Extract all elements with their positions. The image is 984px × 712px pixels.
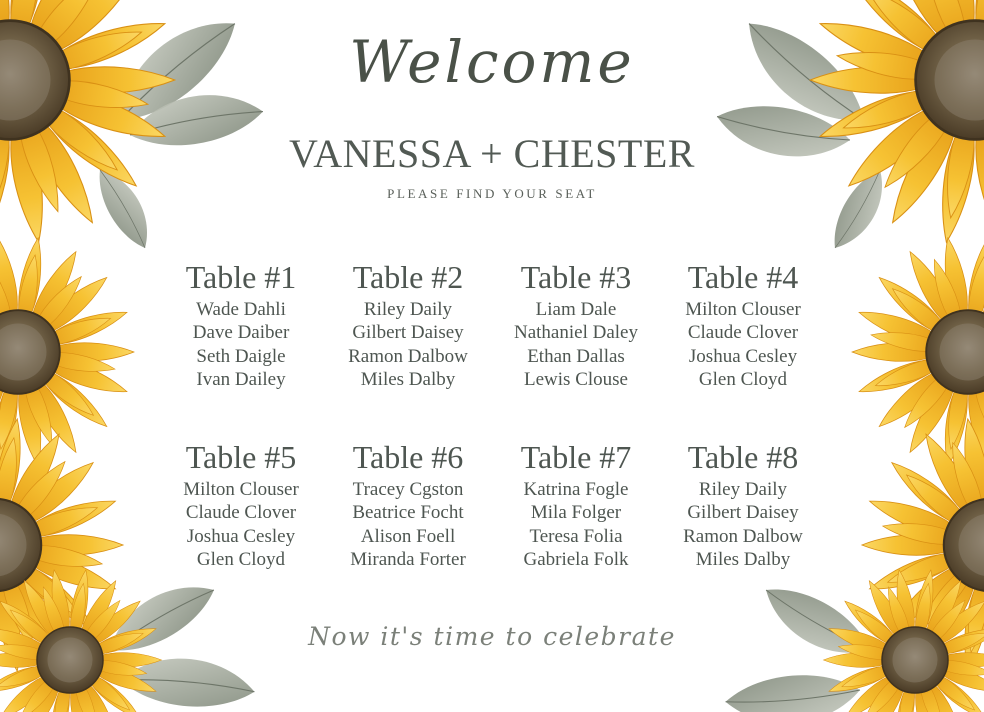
guest-name: Riley Daily bbox=[698, 479, 788, 500]
guest-name: Claude Clover bbox=[185, 502, 297, 524]
guest-name: Glen Cloyd bbox=[698, 368, 788, 390]
guest-name: Joshua Cesley bbox=[186, 525, 296, 547]
welcome-heading: Welcome bbox=[349, 28, 635, 96]
guest-name: Dave Daiber bbox=[192, 322, 290, 344]
guest-name: Ethan Dallas bbox=[527, 345, 625, 367]
table-card-3 bbox=[486, 258, 666, 391]
table-card-4 bbox=[653, 258, 833, 391]
guest-name: Ramon Dalbow bbox=[348, 345, 468, 367]
table-title: Table #4 bbox=[687, 259, 799, 295]
celebration-message: Now it's time to celebrate bbox=[308, 622, 676, 651]
guest-name: Riley Daily bbox=[363, 299, 453, 320]
table-title: Table #6 bbox=[352, 439, 464, 475]
table-title: Table #3 bbox=[520, 259, 632, 295]
guest-name: Wade Dahli bbox=[196, 299, 286, 320]
guest-name: Joshua Cesley bbox=[688, 345, 798, 367]
guest-name: Gilbert Daisey bbox=[687, 502, 799, 524]
table-title: Table #7 bbox=[520, 439, 632, 475]
guest-name: Mila Folger bbox=[530, 502, 622, 524]
table-card-8 bbox=[653, 438, 833, 571]
guest-name: Milton Clouser bbox=[685, 299, 801, 320]
guest-name: Ivan Dailey bbox=[196, 368, 286, 390]
table-card-7 bbox=[486, 438, 666, 571]
guest-name: Glen Cloyd bbox=[196, 548, 286, 570]
guest-name: Ramon Dalbow bbox=[683, 525, 803, 547]
guest-name: Milton Clouser bbox=[183, 479, 299, 500]
table-card-6 bbox=[318, 438, 498, 571]
table-card-2 bbox=[318, 258, 498, 391]
table-title: Table #5 bbox=[185, 439, 297, 475]
table-title: Table #8 bbox=[687, 439, 799, 475]
guest-name: Lewis Clouse bbox=[524, 368, 628, 390]
guest-name: Teresa Folia bbox=[529, 525, 623, 547]
table-card-1 bbox=[151, 258, 331, 391]
guest-name: Tracey Cgston bbox=[352, 479, 464, 500]
table-card-5 bbox=[151, 438, 331, 571]
guest-name: Claude Clover bbox=[687, 322, 799, 344]
guest-name: Katrina Fogle bbox=[523, 479, 629, 500]
guest-name: Gabriela Folk bbox=[523, 548, 629, 570]
couple-names: VANESSA + CHESTER bbox=[289, 131, 695, 176]
guest-name: Seth Daigle bbox=[196, 345, 286, 367]
guest-name: Miles Dalby bbox=[360, 368, 456, 390]
seat-instruction: PLEASE FIND YOUR SEAT bbox=[387, 186, 597, 201]
guest-name: Beatrice Focht bbox=[352, 502, 464, 524]
guest-name: Gilbert Daisey bbox=[352, 322, 464, 344]
guest-name: Nathaniel Daley bbox=[514, 322, 638, 344]
guest-name: Liam Dale bbox=[535, 299, 617, 320]
guest-name: Alison Foell bbox=[360, 525, 456, 547]
guest-name: Miles Dalby bbox=[695, 548, 791, 570]
guest-name: Miranda Forter bbox=[350, 548, 466, 570]
table-title: Table #1 bbox=[185, 259, 297, 295]
table-title: Table #2 bbox=[352, 259, 464, 295]
